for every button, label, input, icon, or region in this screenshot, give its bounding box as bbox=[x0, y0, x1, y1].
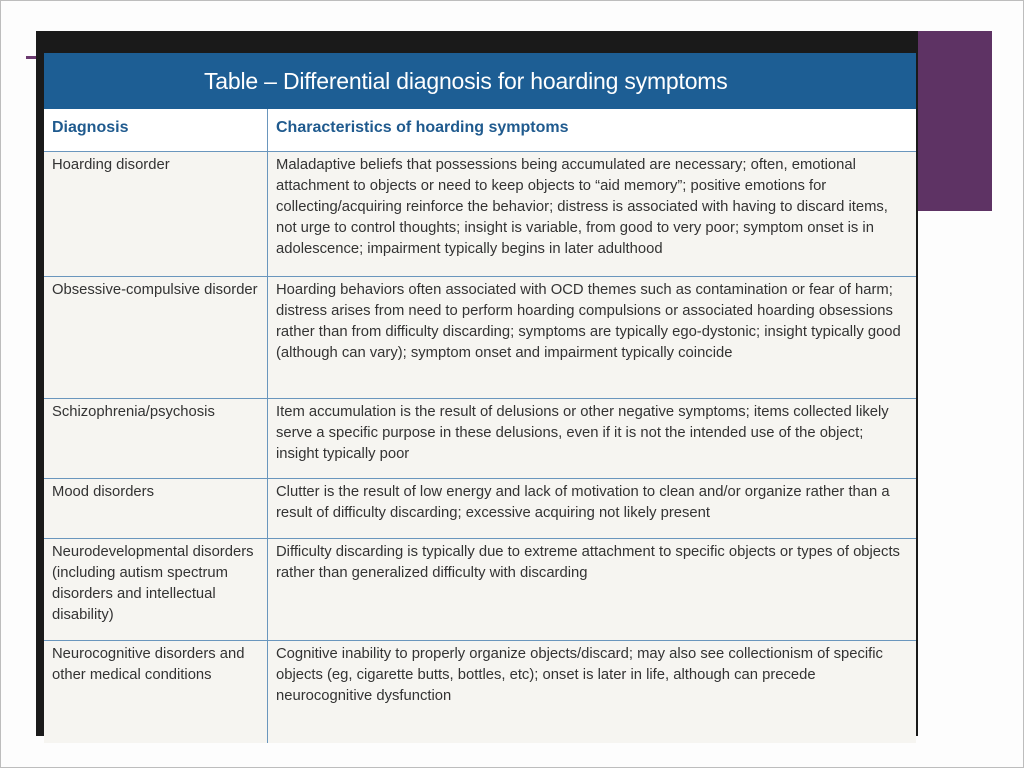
row-characteristics: Maladaptive beliefs that possessions being accumulated are necessary; often, emotional attachment to objects or need to keep objects to “aid memory”; positive emotions for collecting/acquiring reinforce the behavior; distress is associated with having to discard items, not urge to control thoughts; insight is variable, from good to very poor; symptom onset is in adolescence; impairment typically begins in later adulthood bbox=[276, 157, 888, 257]
row-characteristics: Item accumulation is the result of delusions or other negative symptoms; items collected likely serve a specific purpose in these delusions, even if it is not the intended use of the object; insight typically poor bbox=[276, 404, 889, 462]
row-characteristics: Difficulty discarding is typically due to extreme attachment to specific objects or types of objects rather than generalized difficulty with discarding bbox=[276, 544, 900, 581]
purple-accent-block bbox=[918, 31, 992, 211]
table-row bbox=[44, 479, 916, 539]
table-row bbox=[44, 641, 916, 743]
row-diagnosis: Neurodevelopmental disorders (including autism spectrum disorders and intellectual disability) bbox=[44, 539, 268, 640]
header-diagnosis: Diagnosis bbox=[44, 109, 268, 151]
table-title: Table – Differential diagnosis for hoarding symptoms bbox=[44, 53, 916, 109]
row-characteristics: Hoarding behaviors often associated with OCD themes such as contamination or fear of harm; distress arises from need to perform hoarding compulsions or associated hoarding obsessions rather than from difficulty discarding; symptoms are typically ego-dystonic; insight typically good (although can vary); symptom onset and impairment typically coincide bbox=[276, 282, 901, 361]
row-diagnosis: Hoarding disorder bbox=[44, 152, 268, 276]
table-row bbox=[44, 399, 916, 479]
table-header-row bbox=[44, 109, 916, 152]
table-row bbox=[44, 277, 916, 399]
row-diagnosis: Mood disorders bbox=[44, 479, 268, 538]
table-row bbox=[44, 539, 916, 641]
table-row bbox=[44, 152, 916, 277]
header-characteristics: Characteristics of hoarding symptoms bbox=[276, 119, 569, 136]
row-diagnosis: Obsessive-compulsive disorder bbox=[44, 277, 268, 398]
table-image bbox=[36, 31, 918, 736]
diagnosis-table bbox=[44, 53, 916, 743]
row-diagnosis: Neurocognitive disorders and other medical conditions bbox=[44, 641, 268, 743]
row-characteristics: Cognitive inability to properly organize objects/discard; may also see collectionism of specific objects (eg, cigarette butts, bottles, etc); onset is later in life, although can precede neurocognitive dysfunction bbox=[276, 646, 883, 704]
row-diagnosis: Schizophrenia/psychosis bbox=[44, 399, 268, 478]
row-characteristics: Clutter is the result of low energy and lack of motivation to clean and/or organize rather than a result of difficulty discarding; excessive acquiring not likely present bbox=[276, 484, 890, 521]
